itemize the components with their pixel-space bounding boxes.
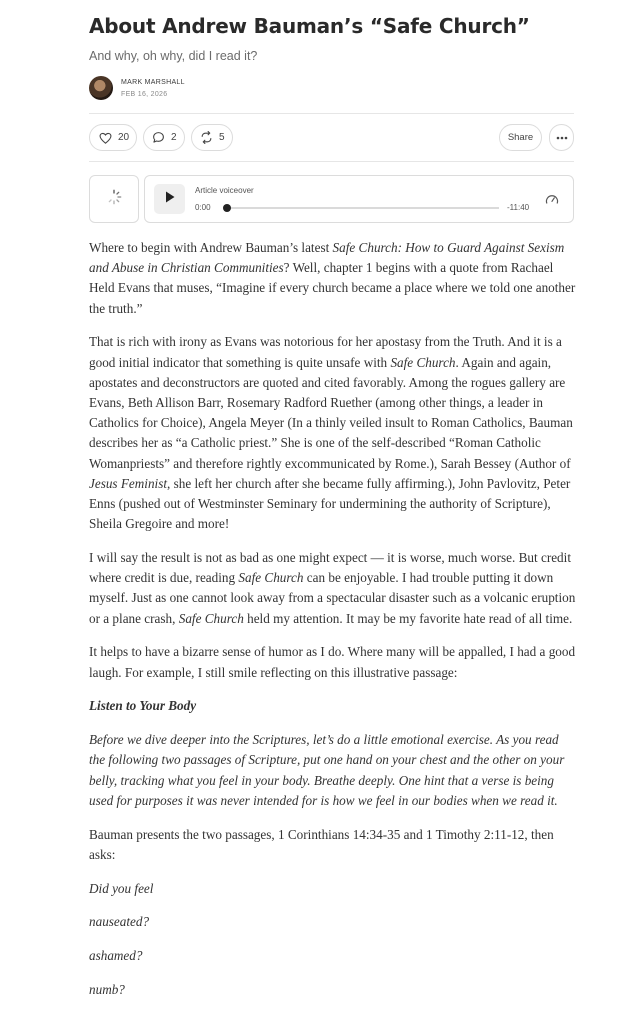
- paragraph: I will say the result is not as bad as one might expect — it is worse, much worse. But credit where credit is due, reading Safe Church can be enjoyable. I had trouble putting it down myself. Just as one cannot look away from a spectacular disaster such as a volcanic eruption or a plane crash, Safe Church held my attention. It may be my favorite hate read of all time.: [89, 550, 576, 626]
- playback-speed-button[interactable]: [545, 192, 559, 210]
- question-line: ashamed?: [89, 948, 143, 964]
- paragraph: Where to begin with Andrew Bauman’s latest Safe Church: How to Guard Against Sexism and Abuse in Christian Communities? Well, chapter 1 begins with a quote from Rachael Held Evans that muses, “Imagine if every church became a place where we told one another the truth.”: [89, 240, 576, 316]
- article-body: [89, 238, 577, 1014]
- avatar[interactable]: [89, 76, 113, 100]
- speedometer-icon: [545, 192, 559, 209]
- audio-loading-indicator: [89, 175, 139, 223]
- author-byline: [89, 76, 574, 102]
- author-name[interactable]: MARK MARSHALL: [121, 79, 185, 86]
- comment-icon: [152, 131, 165, 144]
- block-quote: Before we dive deeper into the Scriptures, let’s do a little emotional exercise. As you read the following two passages of Scripture, put one hand on your chest and the other on your belly, tracking what you feel in your body. Breathe deeply. One hint that a verse is being used for purposes it was never intended for is how we feel in our bodies when we read it.: [89, 732, 565, 808]
- more-options-button[interactable]: [549, 124, 574, 151]
- progress-handle[interactable]: [223, 204, 231, 212]
- divider: [89, 113, 574, 114]
- heart-icon: [99, 132, 112, 144]
- post-date: FEB 16, 2026: [121, 91, 168, 98]
- divider: [89, 161, 574, 162]
- ellipsis-icon: [556, 136, 568, 140]
- paragraph: It helps to have a bizarre sense of humor as I do. Where many will be appalled, I had a good laugh. For example, I still smile reflecting on this illustrative passage:: [89, 644, 576, 680]
- comment-button[interactable]: [143, 124, 185, 151]
- play-icon: [165, 190, 175, 208]
- paragraph: That is rich with irony as Evans was notorious for her apostasy from the Truth. And it is a good initial indicator that something is quite unsafe with Safe Church. Again and again, apostates and deconstructors are quoted and cited favorably. Among the rogues gallery are Evans, Beth Allison Barr, Rosemary Radford Ruether (among other things, a leader in Catholics for Choice), Angela Meyer (In a thinly veiled insult to Roman Catholics, Bauman describes her as “a Catholic priest.” She is one of the self-described “Roman Catholic Womanpriests” and therefore rightly excommunicated by Rome.), Sarah Bessey (Author of Jesus Feminist, she left her church after she became fully affirming.), John Pavlovitz, Peter Enns (pushed out of Westminster Seminary for undermining the authority of Scripture), Sheila Gregoire and more!: [89, 334, 573, 532]
- post-title: About Andrew Bauman’s “Safe Church”: [89, 14, 530, 38]
- elapsed-time: 0:00: [195, 203, 211, 212]
- play-button[interactable]: [154, 184, 185, 214]
- like-count: 20: [118, 132, 130, 143]
- loading-spinner-icon: [106, 189, 122, 210]
- voiceover-label: Article voiceover: [195, 186, 254, 195]
- restack-button[interactable]: [191, 124, 233, 151]
- comment-count: 2: [171, 132, 177, 143]
- remaining-time: -11:40: [507, 203, 530, 212]
- voiceover-player: [144, 175, 574, 223]
- restack-icon: [200, 131, 213, 144]
- progress-track[interactable]: [226, 207, 499, 209]
- paragraph: Bauman presents the two passages, 1 Corinthians 14:34-35 and 1 Timothy 2:11-12, then asks:: [89, 826, 554, 862]
- like-button[interactable]: [89, 124, 137, 151]
- question-line: nauseated?: [89, 914, 150, 930]
- section-heading: Listen to Your Body: [89, 698, 197, 714]
- question-line: Did you feel: [89, 880, 154, 896]
- question-line: numb?: [89, 982, 125, 998]
- share-button[interactable]: Share: [499, 124, 542, 151]
- post-subtitle: And why, oh why, did I read it?: [89, 49, 258, 63]
- restack-count: 5: [219, 132, 225, 143]
